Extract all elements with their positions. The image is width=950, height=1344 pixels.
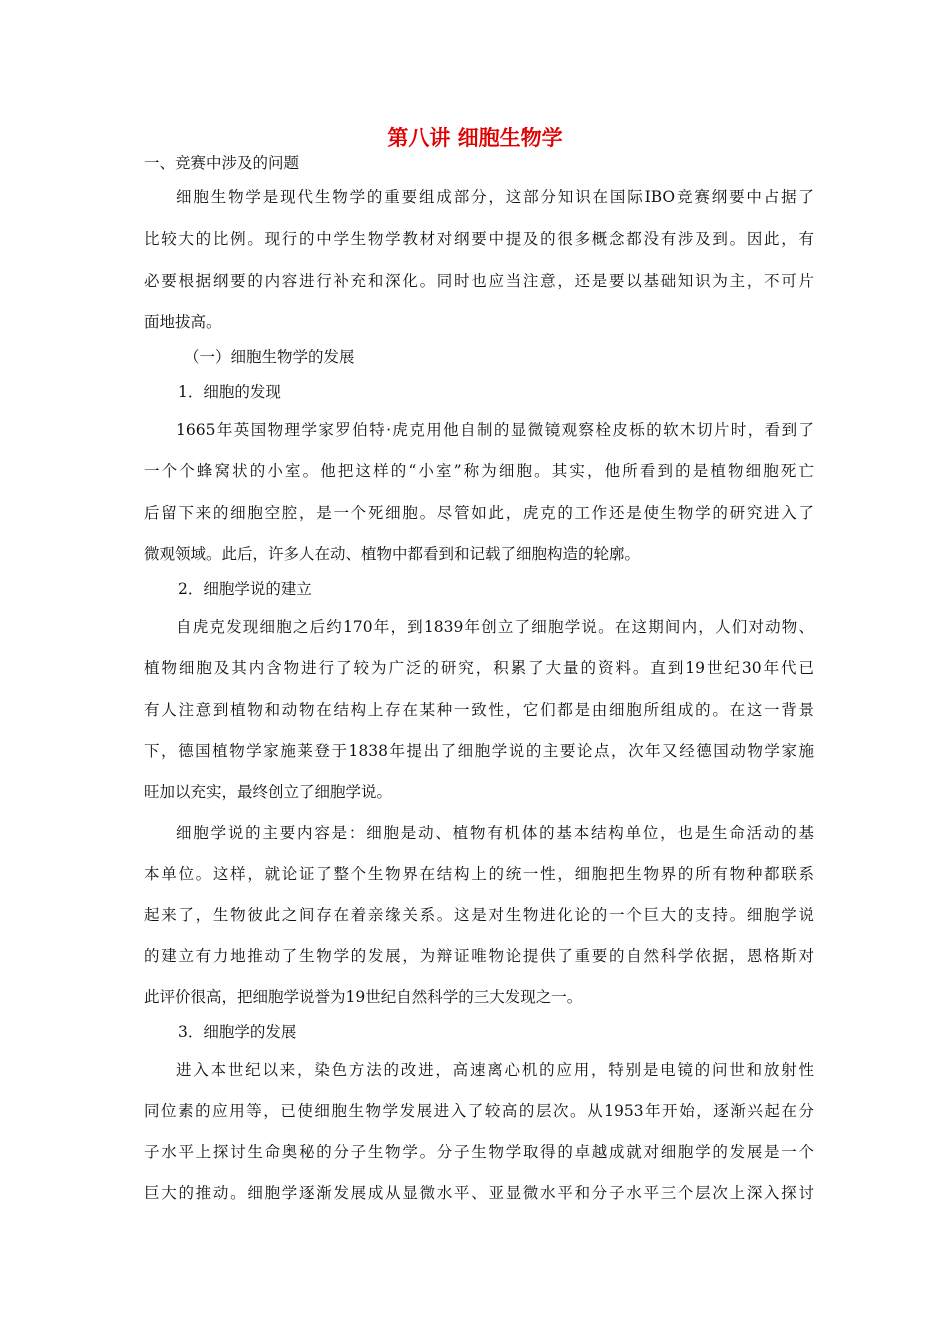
paragraph-line: 比较大的比例。现行的中学生物学教材对纲要中提及的很多概念都没有涉及到。因此，有: [144, 230, 814, 248]
paragraph-line: 微观领域。此后，许多人在动、植物中都看到和记载了细胞构造的轮廓。: [144, 545, 641, 563]
paragraph-line: 自虎克发现细胞之后约170年，到1839年创立了细胞学说。在这期间内，人们对动物、: [176, 618, 814, 636]
item-heading: 3．细胞学的发展: [178, 1023, 297, 1041]
paragraph-line: 的建立有力地推动了生物学的发展，为辩证唯物论提供了重要的自然科学依据，恩格斯对: [144, 947, 814, 965]
paragraph-line: 子水平上探讨生命奥秘的分子生物学。分子生物学取得的卓越成就对细胞学的发展是一个: [144, 1143, 814, 1161]
paragraph-line: 进入本世纪以来，染色方法的改进，高速离心机的应用，特别是电镜的问世和放射性: [176, 1061, 814, 1079]
page-title: 第八讲 细胞生物学: [387, 126, 563, 150]
paragraph-line: 巨大的推动。细胞学逐渐发展成从显微水平、亚显微水平和分子水平三个层次上深入探讨: [144, 1184, 814, 1202]
paragraph-line: 植物细胞及其内含物进行了较为广泛的研究，积累了大量的资料。直到19世纪30年代已: [144, 659, 814, 677]
paragraph-line: 旺加以充实，最终创立了细胞学说。: [144, 783, 393, 801]
paragraph-line: 1665年英国物理学家罗伯特·虎克用他自制的显微镜观察栓皮栎的软木切片时，看到了: [176, 421, 814, 439]
paragraph-line: 下，德国植物学家施莱登于1838年提出了细胞学说的主要论点，次年又经德国动物学家施: [144, 742, 814, 760]
paragraph-line: 细胞生物学是现代生物学的重要组成部分，这部分知识在国际IBO竞赛纲要中占据了: [176, 188, 814, 206]
paragraph-line: 细胞学说的主要内容是：细胞是动、植物有机体的基本结构单位，也是生命活动的基: [176, 824, 814, 842]
item-heading: 1．细胞的发现: [178, 383, 281, 401]
paragraph-line: 本单位。这样，就论证了整个生物界在结构上的统一性，细胞把生物界的所有物种都联系: [144, 865, 814, 883]
section-heading: 一、竞赛中涉及的问题: [144, 154, 300, 172]
paragraph-line: 此评价很高，把细胞学说誉为19世纪自然科学的三大发现之一。: [144, 988, 583, 1006]
paragraph-line: 起来了，生物彼此之间存在着亲缘关系。这是对生物进化论的一个巨大的支持。细胞学说: [144, 906, 814, 924]
paragraph-line: 面地拔高。: [144, 313, 222, 331]
paragraph-line: 同位素的应用等，已使细胞生物学发展进入了较高的层次。从1953年开始，逐渐兴起在分: [144, 1102, 814, 1120]
item-heading: 2．细胞学说的建立: [178, 580, 312, 598]
paragraph-line: 一个个蜂窝状的小室。他把这样的“小室”称为细胞。其实，他所看到的是植物细胞死亡: [144, 462, 814, 480]
paragraph-line: 后留下来的细胞空腔，是一个死细胞。尽管如此，虎克的工作还是使生物学的研究进入了: [144, 504, 814, 522]
subsection-heading: （一）细胞生物学的发展: [184, 348, 355, 366]
paragraph-line: 有人注意到植物和动物在结构上存在某种一致性，它们都是由细胞所组成的。在这一背景: [144, 701, 814, 719]
paragraph-line: 必要根据纲要的内容进行补充和深化。同时也应当注意，还是要以基础知识为主，不可片: [144, 272, 814, 290]
